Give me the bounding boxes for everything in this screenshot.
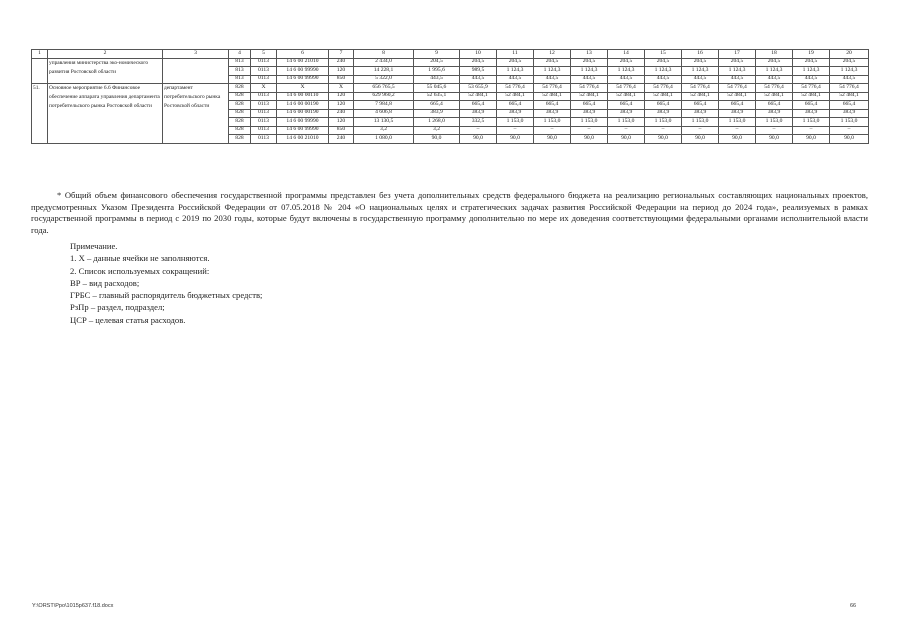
budget-table (31, 49, 869, 144)
remarks-block (70, 240, 262, 326)
table-cell: 828 (229, 92, 251, 101)
table-cell: 90,0 (645, 135, 682, 144)
table-cell: 629 960,2 (354, 92, 414, 101)
header-cell: 18 (756, 50, 793, 59)
remark-line: ВР – вид расходов; (70, 277, 140, 288)
table-cell: 665,4 (830, 101, 869, 110)
activity-name-cell: управления министерства эко-номического развития Ростовской области (48, 58, 163, 84)
table-cell: 240 (329, 58, 354, 67)
table-cell: 3,2 (414, 126, 460, 135)
table-cell: 204,5 (719, 58, 756, 67)
table-cell: 52 635,1 (414, 92, 460, 101)
header-cell: 1 (32, 50, 48, 59)
table-cell: 90,0 (682, 135, 719, 144)
table-cell: 383,9 (460, 109, 497, 118)
table-cell: 0113 (251, 118, 277, 127)
table-cell: 1 124,3 (534, 67, 571, 76)
table-cell: 0113 (251, 58, 277, 67)
table-cell: 383,9 (414, 109, 460, 118)
table-cell: 443,5 (414, 75, 460, 84)
table-cell: Х (329, 84, 354, 93)
table-cell: 54 776,4 (682, 84, 719, 93)
header-cell: 9 (414, 50, 460, 59)
table-cell: 813 (229, 67, 251, 76)
table-cell: 52 484,1 (497, 92, 534, 101)
table-cell: 204,5 (497, 58, 534, 67)
table-cell: 120 (329, 67, 354, 76)
table-cell: 443,5 (830, 75, 869, 84)
header-cell: 6 (277, 50, 329, 59)
table-cell: – (756, 126, 793, 135)
table-cell: – (645, 126, 682, 135)
table-cell: 204,5 (414, 58, 460, 67)
table-cell: 1 153,0 (645, 118, 682, 127)
table-cell: 204,5 (460, 58, 497, 67)
table-cell: 120 (329, 118, 354, 127)
header-cell: 7 (329, 50, 354, 59)
table-cell: 52 484,1 (719, 92, 756, 101)
table-cell: 443,5 (608, 75, 645, 84)
table-cell: 383,9 (830, 109, 869, 118)
table-cell: 5 322,0 (354, 75, 414, 84)
table-cell: 0113 (251, 101, 277, 110)
table-cell: 665,4 (571, 101, 608, 110)
table-cell: – (793, 126, 830, 135)
table-cell: 90,0 (756, 135, 793, 144)
header-cell: 13 (571, 50, 608, 59)
table-cell: 828 (229, 84, 251, 93)
table-cell: 120 (329, 101, 354, 110)
table-cell: 850 (329, 75, 354, 84)
header-cell: 17 (719, 50, 756, 59)
table-cell: 1 080,0 (354, 135, 414, 144)
table-cell: 52 484,1 (460, 92, 497, 101)
table-cell: 14 6 00 00110 (277, 92, 329, 101)
table-cell: 52 484,1 (793, 92, 830, 101)
table-cell: 665,4 (497, 101, 534, 110)
table-cell: 14 6 00 99990 (277, 67, 329, 76)
table-cell: 52 484,1 (682, 92, 719, 101)
table-cell: Х (251, 84, 277, 93)
table-cell: 14 6 00 00190 (277, 101, 329, 110)
remark-line: ГРБС – главный распорядитель бюджетных средств; (70, 290, 263, 301)
table-cell: 240 (329, 109, 354, 118)
table-cell: 665,4 (534, 101, 571, 110)
table-cell: 204,5 (645, 58, 682, 67)
table-cell: 204,5 (830, 58, 869, 67)
header-cell: 3 (163, 50, 229, 59)
table-cell: 665,4 (682, 101, 719, 110)
table-cell: – (571, 126, 608, 135)
table-cell: 1 153,0 (793, 118, 830, 127)
table-cell: – (830, 126, 869, 135)
table-cell: 813 (229, 58, 251, 67)
table-cell: 383,9 (645, 109, 682, 118)
table-cell: 54 776,4 (534, 84, 571, 93)
header-cell: 5 (251, 50, 277, 59)
table-cell: 828 (229, 118, 251, 127)
table-cell: 665,4 (460, 101, 497, 110)
header-cell: 20 (830, 50, 869, 59)
table-cell: 7 984,8 (354, 101, 414, 110)
table-cell: 828 (229, 135, 251, 144)
table-cell: 52 484,1 (830, 92, 869, 101)
table-cell: 204,5 (608, 58, 645, 67)
table-cell: 4 606,8 (354, 109, 414, 118)
table-cell: 90,0 (608, 135, 645, 144)
table-cell: Х (277, 84, 329, 93)
executor-cell: департамент потребительского рынка Ростовской области (163, 84, 229, 144)
table-cell: 90,0 (534, 135, 571, 144)
table-cell: 443,5 (756, 75, 793, 84)
table-cell: 90,0 (414, 135, 460, 144)
table-cell: 332,5 (460, 118, 497, 127)
header-cell: 16 (682, 50, 719, 59)
table-cell: 204,5 (793, 58, 830, 67)
table-cell: 1 268,0 (414, 118, 460, 127)
table-cell: 54 776,4 (608, 84, 645, 93)
table-cell: 1 153,0 (497, 118, 534, 127)
table-cell: 52 484,1 (571, 92, 608, 101)
table-cell: 52 484,1 (534, 92, 571, 101)
table-cell: 90,0 (497, 135, 534, 144)
table-cell: 1 124,3 (608, 67, 645, 76)
table-cell: 14 6 00 99990 (277, 126, 329, 135)
table-cell: 1 995,6 (414, 67, 460, 76)
page-number: 66 (850, 603, 857, 609)
table-cell: 813 (229, 75, 251, 84)
table-cell: 828 (229, 126, 251, 135)
row-number-cell (32, 58, 48, 84)
table-cell: 54 776,4 (645, 84, 682, 93)
header-cell: 10 (460, 50, 497, 59)
header-cell: 12 (534, 50, 571, 59)
table-cell: 52 484,1 (608, 92, 645, 101)
table-cell: 90,0 (719, 135, 756, 144)
table-cell: 3,2 (354, 126, 414, 135)
table-cell: 0113 (251, 109, 277, 118)
table-cell: 1 153,0 (534, 118, 571, 127)
table-cell: 204,5 (534, 58, 571, 67)
table-cell: 383,9 (571, 109, 608, 118)
table-cell: 665,4 (645, 101, 682, 110)
remark-line: Примечание. (70, 241, 118, 251)
table-cell: 204,5 (571, 58, 608, 67)
table-cell: 383,9 (608, 109, 645, 118)
remark-line: ЦСР – целевая статья расходов. (70, 314, 186, 325)
table-cell: 52 484,1 (645, 92, 682, 101)
table-header-row (32, 50, 869, 59)
table-cell: 54 776,4 (719, 84, 756, 93)
table-cell: 1 153,0 (719, 118, 756, 127)
table-cell: 90,0 (460, 135, 497, 144)
table-cell: 120 (329, 92, 354, 101)
header-cell: 14 (608, 50, 645, 59)
table-cell: 54 776,4 (571, 84, 608, 93)
table-cell: 665,4 (793, 101, 830, 110)
table-cell: 90,0 (571, 135, 608, 144)
footnote: * Общий объем финансового обеспечения государственной программы представлен без учета дополнительных средств федерального бюджета на реализацию региональных составляющих национальных проектов, предусмотренных Указом Президента Российской Федерации от 07.05.2018 № 204 «О национальных целях и стратегических задачах развития Российской Федерации на период до 2024 года», реализуемых в рамках государственной программы в период с 2019 по 2030 годы, которые будут включены в государственную программу дополнительно по мере их доведения соответствующими федеральными органами исполнительной власти года. (31, 190, 868, 235)
table-cell: 0113 (251, 75, 277, 84)
table-cell: 1 153,0 (830, 118, 869, 127)
table-cell: 13 130,5 (354, 118, 414, 127)
table-cell: 443,5 (534, 75, 571, 84)
table-cell: 656 765,5 (354, 84, 414, 93)
table-cell: 54 776,4 (793, 84, 830, 93)
table-cell: 14 6 00 99990 (277, 118, 329, 127)
table-cell: 443,5 (497, 75, 534, 84)
table-cell: 443,5 (460, 75, 497, 84)
header-cell: 19 (793, 50, 830, 59)
table-cell: 0113 (251, 92, 277, 101)
table-cell: 1 153,0 (682, 118, 719, 127)
table-cell: 383,9 (719, 109, 756, 118)
table-cell: 52 484,1 (756, 92, 793, 101)
table-row (32, 84, 869, 93)
table-cell: 54 776,4 (497, 84, 534, 93)
header-cell: 2 (48, 50, 163, 59)
table-cell: 14 6 00 21010 (277, 135, 329, 144)
activity-name-cell: Основное мероприятие 6.6 Финансовое обеспечение аппарата управления департамента потребительского рынка Ростовской области (48, 84, 163, 144)
table-cell: 665,4 (414, 101, 460, 110)
table-cell: 54 776,4 (830, 84, 869, 93)
table-cell: 0113 (251, 67, 277, 76)
table-cell: – (460, 126, 497, 135)
table-cell: 0113 (251, 126, 277, 135)
header-cell: 15 (645, 50, 682, 59)
table-cell: 665,4 (756, 101, 793, 110)
remark-line: 2. Список используемых сокращений: (70, 265, 210, 276)
table-cell: 1 153,0 (756, 118, 793, 127)
table-cell: 14 6 00 00190 (277, 109, 329, 118)
table-cell: 53 655,9 (460, 84, 497, 93)
table-cell: 1 124,3 (830, 67, 869, 76)
table-cell: 828 (229, 101, 251, 110)
table-cell: 383,9 (793, 109, 830, 118)
table-cell: 989,5 (460, 67, 497, 76)
table-cell: 443,5 (571, 75, 608, 84)
executor-cell (163, 58, 229, 84)
table-cell: 383,9 (756, 109, 793, 118)
table-cell: 1 124,3 (645, 67, 682, 76)
table-cell: 1 153,0 (571, 118, 608, 127)
row-number-cell: 51. (32, 84, 48, 144)
table-cell: 0113 (251, 135, 277, 144)
table-cell: 204,5 (756, 58, 793, 67)
table-cell: 14 6 00 21010 (277, 58, 329, 67)
table-cell: 383,9 (534, 109, 571, 118)
table-cell: 55 045,6 (414, 84, 460, 93)
table-cell: 1 124,3 (793, 67, 830, 76)
header-cell: 4 (229, 50, 251, 59)
header-cell: 11 (497, 50, 534, 59)
table-cell: 383,9 (682, 109, 719, 118)
table-cell: 665,4 (719, 101, 756, 110)
table-cell: – (608, 126, 645, 135)
table-cell: – (682, 126, 719, 135)
table-cell: 1 124,3 (719, 67, 756, 76)
table-cell: 90,0 (793, 135, 830, 144)
table-cell: 2 434,0 (354, 58, 414, 67)
table-cell: 850 (329, 126, 354, 135)
table-cell: 665,4 (608, 101, 645, 110)
table-cell: 828 (229, 109, 251, 118)
table-cell: – (497, 126, 534, 135)
table-cell: 14 228,1 (354, 67, 414, 76)
table-cell: 204,5 (682, 58, 719, 67)
table-cell: 443,5 (682, 75, 719, 84)
table-cell: 443,5 (793, 75, 830, 84)
table-cell: 14 6 00 99990 (277, 75, 329, 84)
table-cell: 383,9 (497, 109, 534, 118)
remark-line: РзПр – раздел, подраздел; (70, 302, 165, 313)
table-cell: 1 153,0 (608, 118, 645, 127)
header-cell: 8 (354, 50, 414, 59)
table-cell: 1 124,3 (756, 67, 793, 76)
file-path: Y:\ORST\Ppo\1015p637.f18.docx (32, 603, 114, 609)
table-row (32, 58, 869, 67)
table-cell: – (534, 126, 571, 135)
table-cell: 54 776,4 (756, 84, 793, 93)
table-cell: 443,5 (719, 75, 756, 84)
table-cell: 90,0 (830, 135, 869, 144)
table-cell: 1 124,3 (682, 67, 719, 76)
table-cell: 1 124,3 (571, 67, 608, 76)
table-cell: 443,5 (645, 75, 682, 84)
table-cell: 240 (329, 135, 354, 144)
remark-line: 1. Х – данные ячейки не заполняются. (70, 253, 210, 264)
table-cell: 1 124,3 (497, 67, 534, 76)
table-cell: – (719, 126, 756, 135)
